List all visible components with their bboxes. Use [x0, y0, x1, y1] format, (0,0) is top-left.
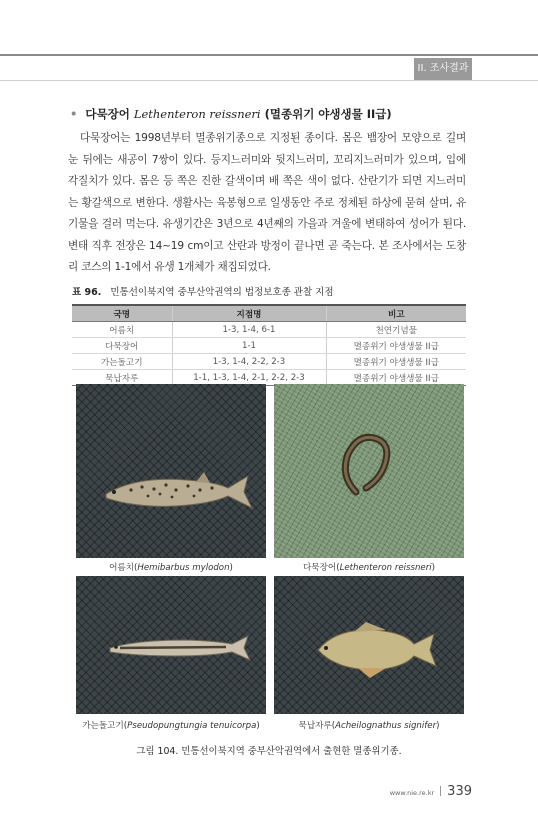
chapter-rule: [0, 80, 538, 81]
table-cell-site: 1-1: [172, 338, 326, 354]
table-caption-number: 표 96.: [72, 287, 102, 298]
top-rule: [0, 54, 538, 56]
table-cell-site: 1-1, 1-3, 1-4, 2-1, 2-2, 2-3: [172, 370, 326, 386]
section-title-latin: Lethenteron reissneri: [133, 107, 261, 121]
photo-caption-ko: 다묵장어: [302, 563, 337, 573]
body-text: [68, 128, 466, 279]
table-cell-site: 1-3, 1-4, 2-2, 2-3: [172, 354, 326, 370]
fish-illustration-acheilognathus: [274, 576, 464, 714]
table-cell-site: 1-3, 1-4, 6-1: [172, 322, 326, 338]
photo-caption-latin: Hemibarbus mylodon: [137, 563, 230, 573]
section-title: [70, 106, 392, 122]
photo-hemibarbus: [76, 384, 266, 558]
footer-divider: [440, 786, 441, 796]
photo-caption-latin: Acheilognathus signifer: [335, 721, 437, 731]
photo-caption-ko: 묵납자루: [298, 721, 332, 731]
table-caption: [72, 284, 334, 298]
photo-acheilognathus: [274, 576, 464, 714]
page-footer: [390, 780, 472, 799]
photo-pseudopungtungia: [76, 576, 266, 714]
table-header-site: 지점명: [172, 305, 326, 322]
photo-lethenteron: [274, 384, 464, 558]
body-paragraph: 다묵장어는 1998년부터 멸종위기종으로 지정된 종이다. 몸은 뱀장어 모양으로 길며 눈 뒤에는 새공이 7쌍이 있다. 등지느러미와 뒷지느러미, 꼬리지느러미가 있으며, 입에 각질치가 있다. 몸은 등 쪽은 진한 갈색이며 배 쪽은 색이 없다. 산란기가 되면 지느러미는 황갈색으로 변한다. 생활사는 육봉형으로 일생동안 주로 정체된 하상에 묻혀 살며, 유기물을 걸러 먹는다. 유생기간은 3년으로 4년째의 가을과 겨울에 변태하여 성어가 된다. 변태 직후 전장은 14~19 cm이고 산란과 방정이 끝나면 곧 죽는다. 본 조사에서는 도창리 코스의 1-1에서 유생 1개체가 채집되었다.: [68, 132, 466, 273]
table-caption-text: 민통선이북지역 중부산악권역의 법정보호종 관찰 지점: [110, 287, 334, 298]
table-cell-name: 어름치: [72, 322, 172, 338]
photo-caption-pseudopungtungia: 가는돌고기(Pseudopungtungia tenuicorpa): [82, 721, 260, 731]
section-title-korean: 다묵장어: [85, 107, 130, 121]
table-cell-note: 천연기념물: [326, 322, 466, 338]
page-number: 339: [447, 784, 472, 799]
bullet-icon: •: [70, 107, 78, 121]
photo-caption-ko: 가는돌고기: [82, 721, 124, 731]
table-header-note: 비고: [326, 305, 466, 322]
photo-caption-lethenteron: 다묵장어(Lethenteron reissneri): [302, 563, 435, 573]
table-cell-name: 묵납자루: [72, 370, 172, 386]
table-cell-note: 멸종위기 야생생물 II급: [326, 338, 466, 354]
lamprey-illustration: [274, 384, 464, 558]
fish-illustration-pseudopungtungia: [76, 576, 266, 714]
table-cell-note: 멸종위기 야생생물 II급: [326, 354, 466, 370]
table-row: [72, 322, 466, 338]
photo-caption-latin: Lethenteron reissneri: [339, 563, 432, 573]
figure-caption: 그림 104. 민통선이북지역 중부산악권역에서 출현한 멸종위기종.: [136, 746, 402, 757]
table-row: [72, 338, 466, 354]
photo-caption-latin: Pseudopungtungia tenuicorpa: [127, 721, 257, 731]
section-title-status: (멸종위기 야생생물 II급): [264, 107, 392, 121]
table-header-row: [72, 305, 466, 322]
photo-caption-hemibarbus: 어름치(Hemibarbus mylodon): [109, 563, 233, 573]
footer-url: www.nie.re.kr: [389, 789, 435, 797]
chapter-tab: II. 조사결과: [414, 58, 472, 80]
table-header-name: 국명: [72, 305, 172, 322]
fish-illustration-hemibarbus: [76, 384, 266, 558]
table-cell-name: 다묵장어: [72, 338, 172, 354]
photo-caption-ko: 어름치: [109, 563, 135, 573]
table-cell-name: 가는돌고기: [72, 354, 172, 370]
photo-caption-acheilognathus: 묵납자루(Acheilognathus signifer): [298, 721, 440, 731]
table-row: [72, 354, 466, 370]
table-cell-note: 멸종위기 야생생물 II급: [326, 370, 466, 386]
protected-species-table: [72, 304, 466, 386]
